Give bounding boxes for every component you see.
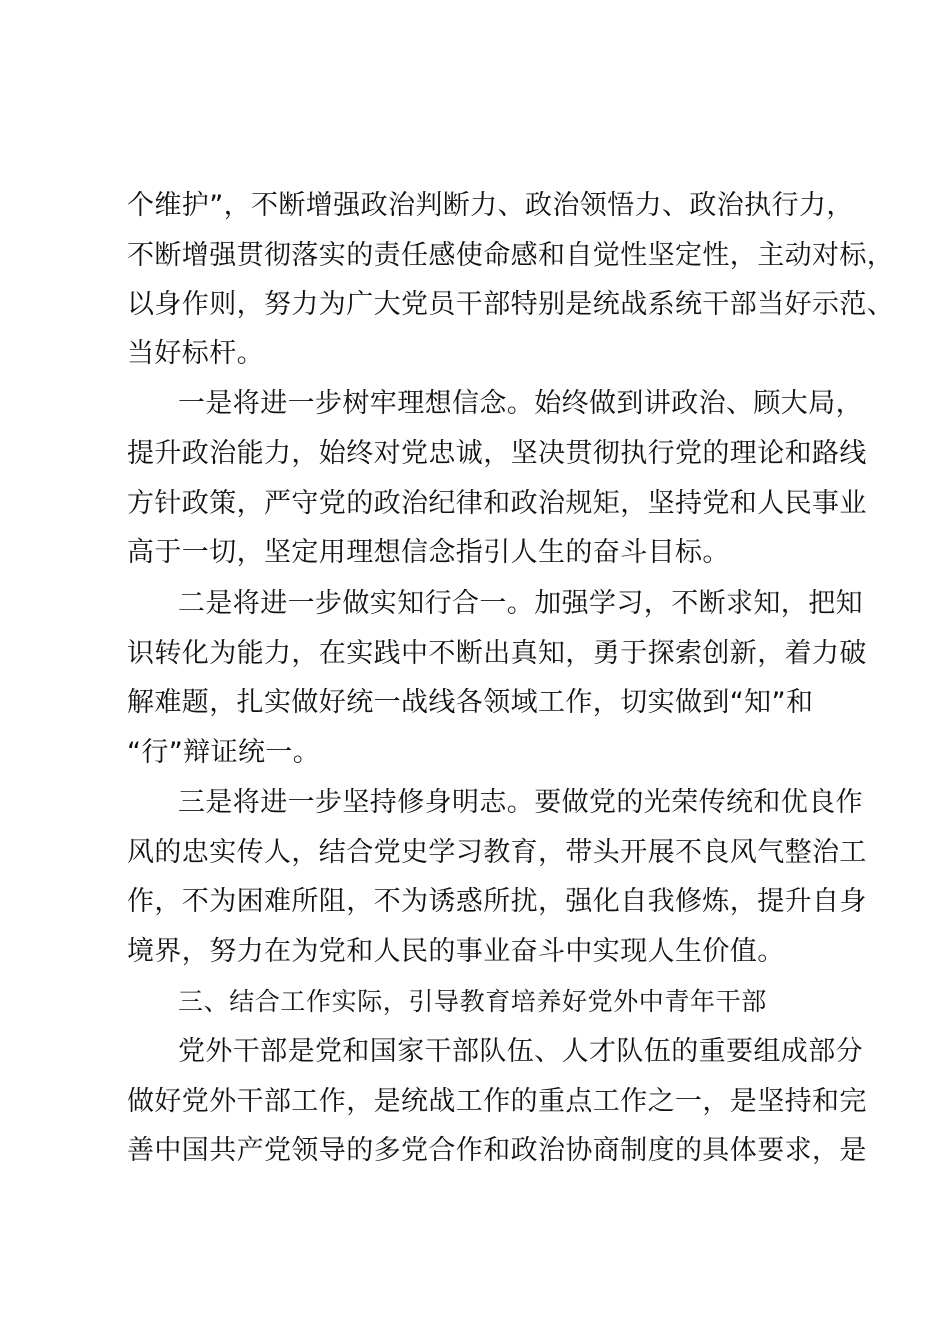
text-line: 方针政策，严守党的政治纪律和政治规矩，坚持党和人民事业 [127, 488, 867, 519]
text-line: 解难题，扎实做好统一战线各领域工作，切实做到“知”和 [127, 687, 814, 718]
text-line: 提升政治能力，始终对党忠诚，坚决贯彻执行党的理论和路线 [127, 438, 867, 469]
text-line: 高于一切，坚定用理想信念指引人生的奋斗目标。 [127, 537, 730, 568]
text-line: 做好党外干部工作，是统战工作的重点工作之一，是坚持和完 [127, 1086, 867, 1117]
text-line: 一是将进一步树牢理想信念。始终做到讲政治、顾大局， [178, 388, 863, 419]
text-line: 善中国共产党领导的多党合作和政治协商制度的具体要求，是 [127, 1135, 867, 1166]
text-line: 党外干部是党和国家干部队伍、人才队伍的重要组成部分 [178, 1036, 863, 1067]
text-line: “行”辩证统一。 [127, 737, 321, 768]
text-line: 风的忠实传人，结合党史学习教育，带头开展不良风气整治工 [127, 837, 867, 868]
text-line: 识转化为能力，在实践中不断出真知，勇于探索创新，着力破 [127, 638, 867, 669]
text-line: 个维护”，不断增强政治判断力、政治领悟力、政治执行力， [127, 190, 854, 221]
text-line: 三是将进一步坚持修身明志。要做党的光荣传统和优良作 [178, 787, 863, 818]
section-heading: 三、结合工作实际，引导教育培养好党外中青年干部 [178, 987, 767, 1016]
text-line: 境界，努力在为党和人民的事业奋斗中实现人生价值。 [127, 936, 785, 967]
text-line: 当好标杆。 [127, 338, 264, 369]
text-line: 作，不为困难所阻，不为诱惑所扰，强化自我修炼，提升自身 [127, 886, 867, 917]
text-line: 以身作则，努力为广大党员干部特别是统战系统干部当好示范、 [127, 289, 895, 320]
text-line: 二是将进一步做实知行合一。加强学习，不断求知，把知 [178, 588, 863, 619]
text-line: 不断增强贯彻落实的责任感使命感和自觉性坚定性，主动对标， [127, 240, 895, 271]
